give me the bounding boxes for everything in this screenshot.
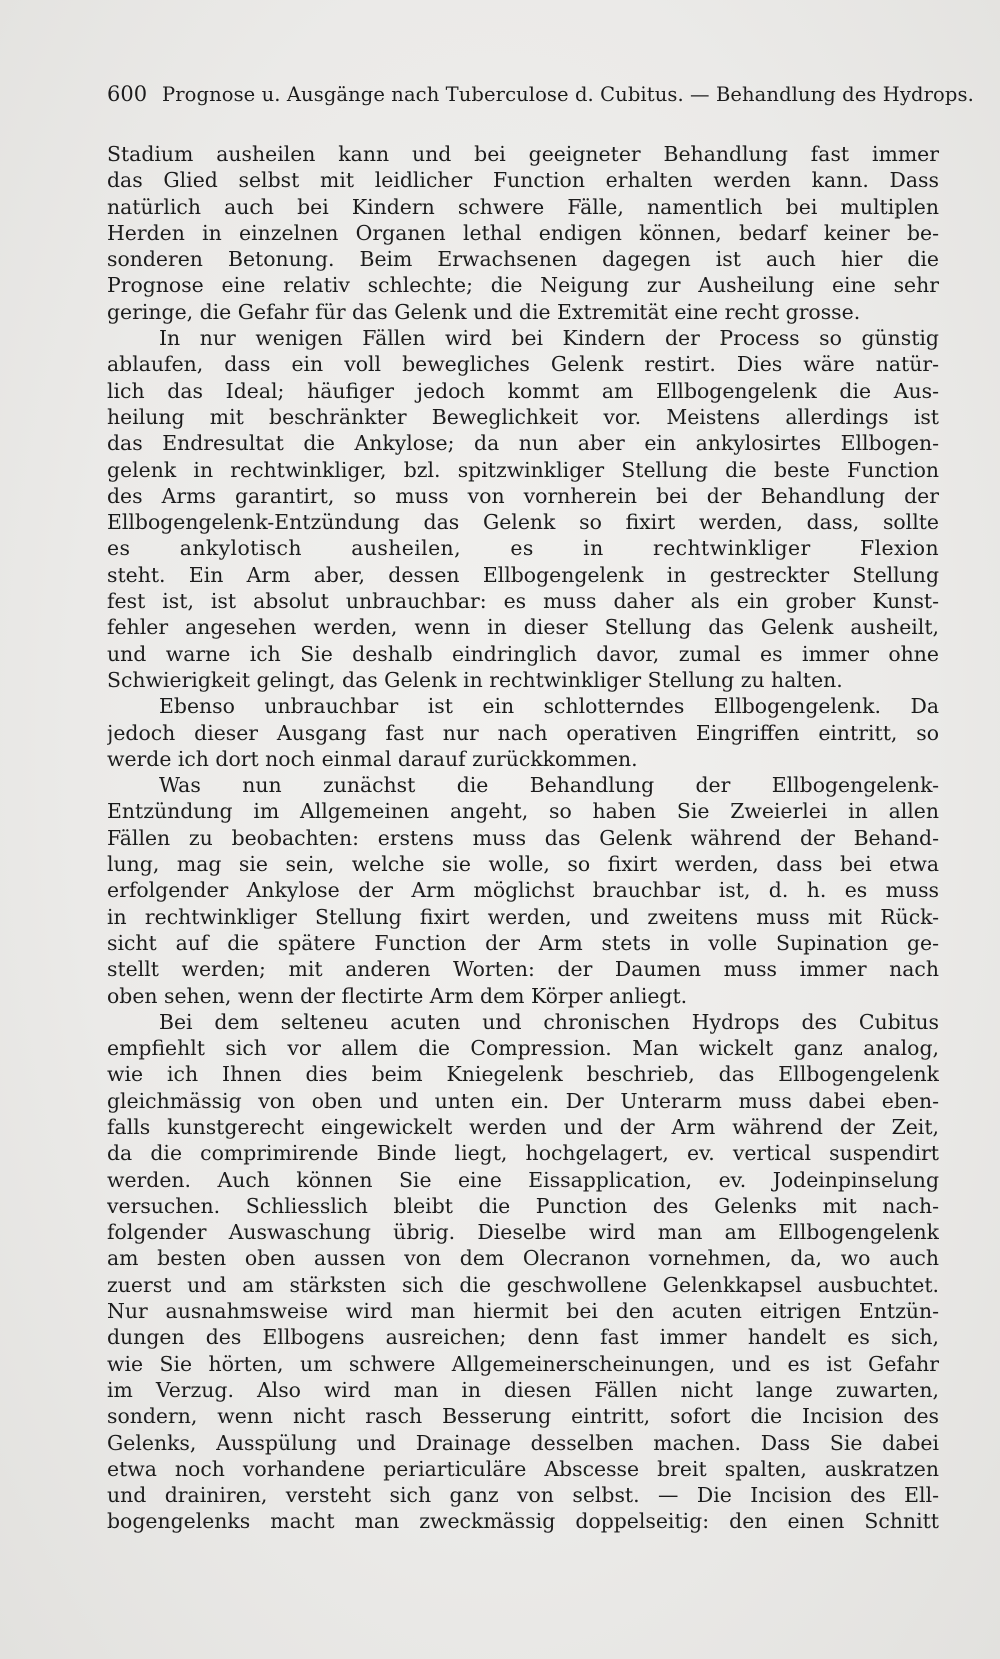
- text-line: steht. Ein Arm aber, dessen Ellbogengelenk in gestreckter Stellung: [107, 562, 939, 587]
- text-line: werde ich dort noch einmal darauf zurückkommen.: [107, 746, 638, 771]
- text-line: und drainiren, versteht sich ganz von selbst. — Die Incision des Ell-: [107, 1483, 939, 1508]
- text-line: sicht auf die spätere Function der Arm stets in volle Supination ge-: [107, 930, 939, 955]
- text-line: fehler angesehen werden, wenn in dieser Stellung das Gelenk ausheilt,: [107, 615, 939, 640]
- text-line: im Verzug. Also wird man in diesen Fällen nicht lange zuwarten,: [107, 1377, 939, 1402]
- text-line: lich das Ideal; häufiger jedoch kommt am Ellbogengelenk die Aus-: [107, 378, 939, 403]
- text-line: sondern, wenn nicht rasch Besserung eintritt, sofort die Incision des: [107, 1404, 939, 1429]
- text-line: und warne ich Sie deshalb eindringlich davor, zumal es immer ohne: [107, 641, 939, 666]
- text-line: Ellbogengelenk-Entzündung das Gelenk so fixirt werden, dass, sollte: [107, 510, 939, 535]
- text-line: folgender Auswaschung übrig. Dieselbe wird man am Ellbogengelenk: [107, 1220, 939, 1245]
- text-line: Nur ausnahmsweise wird man hiermit bei den acuten eitrigen Entzün-: [107, 1299, 939, 1324]
- text-line: geringe, die Gefahr für das Gelenk und die Extremität eine recht grosse.: [107, 299, 861, 324]
- text-line: bogengelenks macht man zweckmässig doppelseitig: den einen Schnitt: [107, 1509, 939, 1534]
- page-number: 600: [107, 82, 148, 106]
- text-line: natürlich auch bei Kindern schwere Fälle, namentlich bei multiplen: [107, 194, 939, 219]
- text-line: Herden in einzelnen Organen lethal endigen können, bedarf keiner be-: [107, 220, 939, 245]
- text-line: Schwierigkeit gelingt, das Gelenk in rechtwinkliger Stellung zu halten.: [107, 667, 843, 692]
- text-line: Prognose eine relativ schlechte; die Neigung zur Ausheilung eine sehr: [107, 273, 939, 298]
- text-line: Ebenso unbrauchbar ist ein schlotterndes Ellbogengelenk. Da: [159, 694, 939, 719]
- running-title: Prognose u. Ausgänge nach Tuberculose d. Cubitus. — Behandlung des Hydrops.: [162, 83, 974, 106]
- text-line: Fällen zu beobachten: erstens muss das Gelenk während der Behand-: [107, 825, 939, 850]
- text-line: oben sehen, wenn der flectirte Arm dem Körper anliegt.: [107, 983, 688, 1008]
- text-line: falls kunstgerecht eingewickelt werden und der Arm während der Zeit,: [107, 1114, 939, 1139]
- text-line: es ankylotisch ausheilen, es in rechtwinkliger Flexion: [107, 536, 939, 561]
- text-line: Bei dem selteneu acuten und chronischen Hydrops des Cubitus: [159, 1009, 939, 1034]
- text-line: das Glied selbst mit leidlicher Function erhalten werden kann. Dass: [107, 168, 939, 193]
- text-line: Was nun zunächst die Behandlung der Ellbogengelenk-: [159, 773, 939, 798]
- text-line: des Arms garantirt, so muss von vornherein bei der Behandlung der: [107, 483, 939, 508]
- text-line: gleichmässig von oben und unten ein. Der Unterarm muss dabei eben-: [107, 1088, 939, 1113]
- text-line: In nur wenigen Fällen wird bei Kindern der Process so günstig: [159, 326, 939, 351]
- text-line: sonderen Betonung. Beim Erwachsenen dagegen ist auch hier die: [107, 247, 939, 272]
- text-line: zuerst und am stärksten sich die geschwollene Gelenkkapsel ausbuchtet.: [107, 1272, 939, 1297]
- text-line: Stadium ausheilen kann und bei geeigneter Behandlung fast immer: [107, 142, 939, 166]
- text-line: gelenk in rechtwinkliger, bzl. spitzwinkliger Stellung die beste Function: [107, 457, 939, 482]
- text-line: da die comprimirende Binde liegt, hochgelagert, ev. vertical suspendirt: [107, 1141, 939, 1166]
- text-line: stellt werden; mit anderen Worten: der Daumen muss immer nach: [107, 957, 939, 982]
- text-line: werden. Auch können Sie eine Eissapplication, ev. Jodeinpinselung: [107, 1167, 939, 1192]
- text-line: versuchen. Schliesslich bleibt die Punction des Gelenks mit nach-: [107, 1193, 939, 1218]
- text-line: am besten oben aussen von dem Olecranon vornehmen, da, wo auch: [107, 1246, 939, 1271]
- text-line: jedoch dieser Ausgang fast nur nach operativen Eingriffen eintritt, so: [107, 720, 939, 745]
- text-line: empfiehlt sich vor allem die Compression. Man wickelt ganz analog,: [107, 1036, 939, 1061]
- text-line: fest ist, ist absolut unbrauchbar: es muss daher als ein grober Kunst-: [107, 589, 939, 614]
- text-line: wie ich Ihnen dies beim Kniegelenk beschrieb, das Ellbogengelenk: [107, 1062, 939, 1087]
- body-text: [107, 141, 939, 1535]
- text-line: ablaufen, dass ein voll bewegliches Gelenk restirt. Dies wäre natür-: [107, 352, 939, 377]
- text-line: das Endresultat die Ankylose; da nun aber ein ankylosirtes Ellbogen-: [107, 431, 939, 456]
- text-line: wie Sie hörten, um schwere Allgemeinerscheinungen, und es ist Gefahr: [107, 1351, 939, 1376]
- page-header: [107, 82, 974, 112]
- text-line: dungen des Ellbogens ausreichen; denn fast immer handelt es sich,: [107, 1325, 939, 1350]
- text-line: in rechtwinkliger Stellung fixirt werden, und zweitens muss mit Rück-: [107, 904, 939, 929]
- text-line: Entzündung im Allgemeinen angeht, so haben Sie Zweierlei in allen: [107, 799, 939, 824]
- text-line: erfolgender Ankylose der Arm möglichst brauchbar ist, d. h. es muss: [107, 878, 939, 903]
- text-line: etwa noch vorhandene periarticuläre Abscesse breit spalten, auskratzen: [107, 1456, 939, 1481]
- text-line: lung, mag sie sein, welche sie wolle, so fixirt werden, dass bei etwa: [107, 852, 939, 877]
- text-line: heilung mit beschränkter Beweglichkeit vor. Meistens allerdings ist: [107, 404, 939, 429]
- text-line: Gelenks, Ausspülung und Drainage desselben machen. Dass Sie dabei: [107, 1430, 939, 1455]
